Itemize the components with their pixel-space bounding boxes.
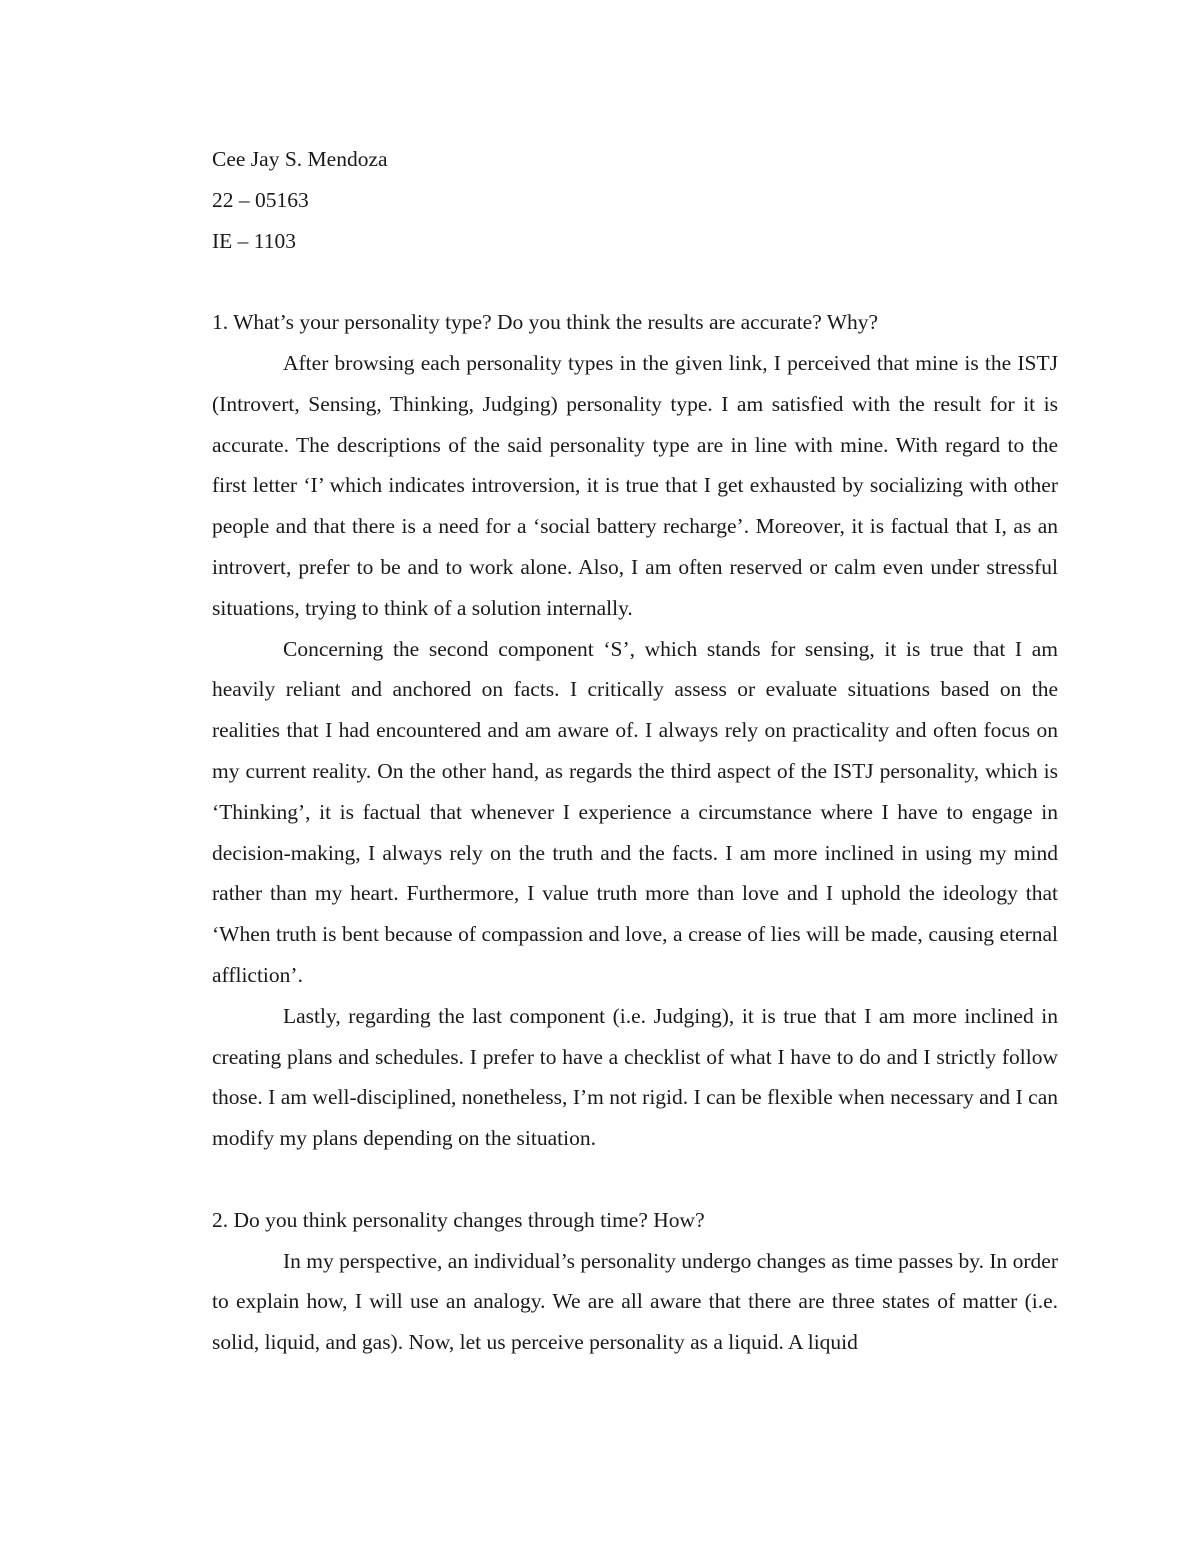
- student-number: 22 – 05163: [212, 187, 309, 212]
- section-code: IE – 1103: [212, 228, 296, 253]
- answer-2-paragraph-1: In my perspective, an individual’s personality undergo changes as time passes by. In order to explain how, I will use an analogy. We are all aware that there are three states of matter (i.e. solid, liquid, and gas). Now, let us perceive personality as a liquid. A liquid: [212, 1248, 1058, 1355]
- question-2: 2. Do you think personality changes through time? How?: [212, 1207, 705, 1232]
- answer-1-paragraph-1: After browsing each personality types in the given link, I perceived that mine is the ISTJ (Introvert, Sensing, Thinking, Judging) personality type. I am satisfied with the result for it is accurate. The descriptions of the said personality type are in line with mine. With regard to the first letter ‘I’ which indicates introversion, it is true that I get exhausted by socializing with other people and that there is a need for a ‘social battery recharge’. Moreover, it is factual that I, as an introvert, prefer to be and to work alone. Also, I am often reserved or calm even under stressful situations, trying to think of a solution internally.: [212, 350, 1058, 620]
- spacer: [212, 1159, 1058, 1200]
- author-name: Cee Jay S. Mendoza: [212, 147, 388, 171]
- answer-1-paragraph-3: Lastly, regarding the last component (i.e. Judging), it is true that I am more inclined in creating plans and schedules. I prefer to have a checklist of what I have to do and I strictly follow those. I am well-disciplined, nonetheless, I’m not rigid. I can be flexible when necessary and I can modify my plans depending on the situation.: [212, 1003, 1058, 1151]
- spacer: [212, 261, 1058, 302]
- question-1: 1. What’s your personality type? Do you think the results are accurate? Why?: [212, 310, 879, 335]
- document-page: [212, 139, 1058, 1363]
- answer-1-paragraph-2: Concerning the second component ‘S’, which stands for sensing, it is true that I am heavily reliant and anchored on facts. I critically assess or evaluate situations based on the realities that I had encountered and am aware of. I always rely on practicality and often focus on my current reality. On the other hand, as regards the third aspect of the ISTJ personality, which is ‘Thinking’, it is factual that whenever I experience a circumstance where I have to engage in decision-making, I always rely on the truth and the facts. I am more inclined in using my mind rather than my heart. Furthermore, I value truth more than love and I uphold the ideology that ‘When truth is bent because of compassion and love, a crease of lies will be made, causing eternal affliction’.: [212, 636, 1058, 987]
